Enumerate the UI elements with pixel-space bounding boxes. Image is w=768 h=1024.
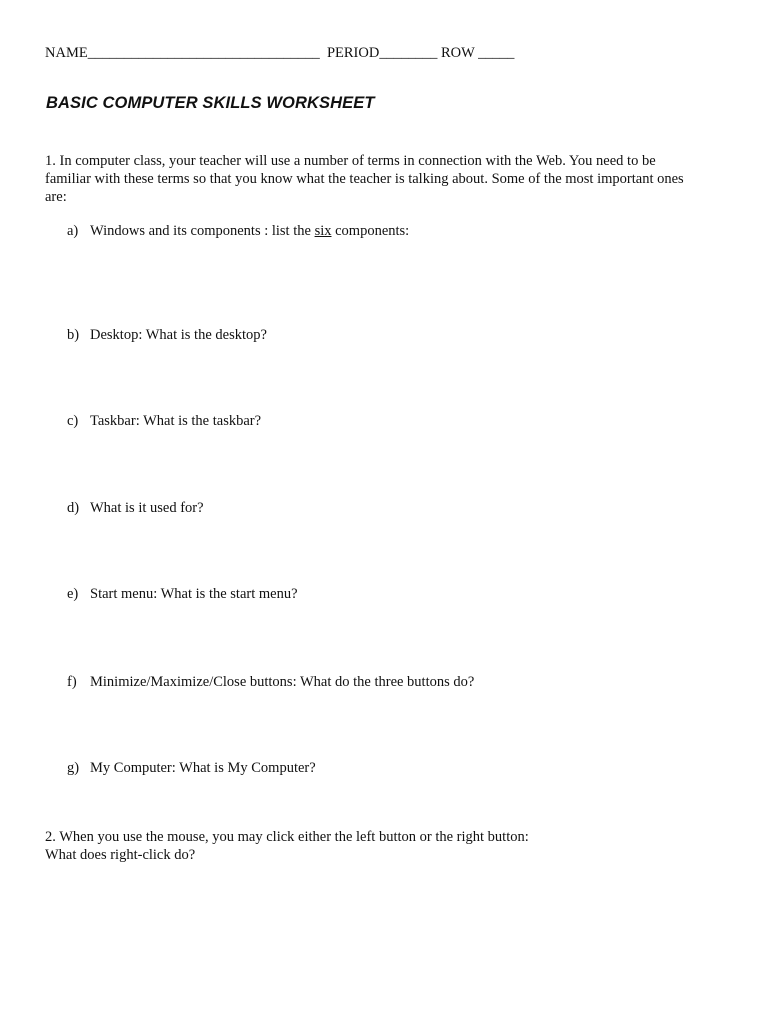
question-1-line-3: are:	[45, 189, 67, 205]
name-label: NAME	[45, 45, 88, 61]
question-2	[45, 828, 725, 864]
item-marker: a)	[67, 223, 79, 239]
item-marker: c)	[67, 413, 79, 429]
question-1-line-1: 1. In computer class, your teacher will use a number of terms in connection with the Web. You need to be	[45, 153, 656, 169]
student-info-line	[45, 44, 514, 62]
item-text: My Computer: What is My Computer?	[90, 760, 316, 776]
question-1-line-2: familiar with these terms so that you know what the teacher is talking about. Some of the most important ones	[45, 171, 684, 187]
underlined-word: six	[314, 223, 332, 239]
item-text-end: components:	[331, 223, 410, 239]
item-text: What is it used for?	[90, 500, 204, 516]
period-blank: ________	[379, 45, 438, 61]
question-1e	[67, 585, 298, 603]
item-marker: e)	[67, 586, 79, 602]
question-1b	[67, 326, 267, 344]
item-text: Start menu: What is the start menu?	[90, 586, 298, 602]
row-blank: _____	[478, 45, 515, 61]
item-marker: g)	[67, 760, 80, 776]
row-label: ROW	[440, 45, 475, 61]
question-1d	[67, 499, 204, 517]
item-text: Desktop: What is the desktop?	[90, 327, 267, 343]
item-marker: b)	[67, 327, 80, 343]
name-blank: ________________________________	[87, 45, 320, 61]
question-1-intro	[45, 152, 725, 206]
question-1f	[67, 673, 474, 691]
question-1c	[67, 412, 261, 430]
question-2-line-2: What does right-click do?	[45, 847, 196, 863]
item-marker: f)	[67, 674, 77, 690]
item-marker: d)	[67, 500, 80, 516]
question-1a	[67, 222, 409, 240]
item-text: Windows and its components : list the	[90, 223, 315, 239]
worksheet-title: BASIC COMPUTER SKILLS WORKSHEET	[46, 94, 375, 112]
item-text: Minimize/Maximize/Close buttons: What do the three buttons do?	[90, 674, 475, 690]
item-text: Taskbar: What is the taskbar?	[90, 413, 262, 429]
question-1g	[67, 759, 316, 777]
period-label: PERIOD	[326, 45, 380, 61]
question-2-line-1: 2. When you use the mouse, you may click either the left button or the right button:	[45, 829, 529, 845]
